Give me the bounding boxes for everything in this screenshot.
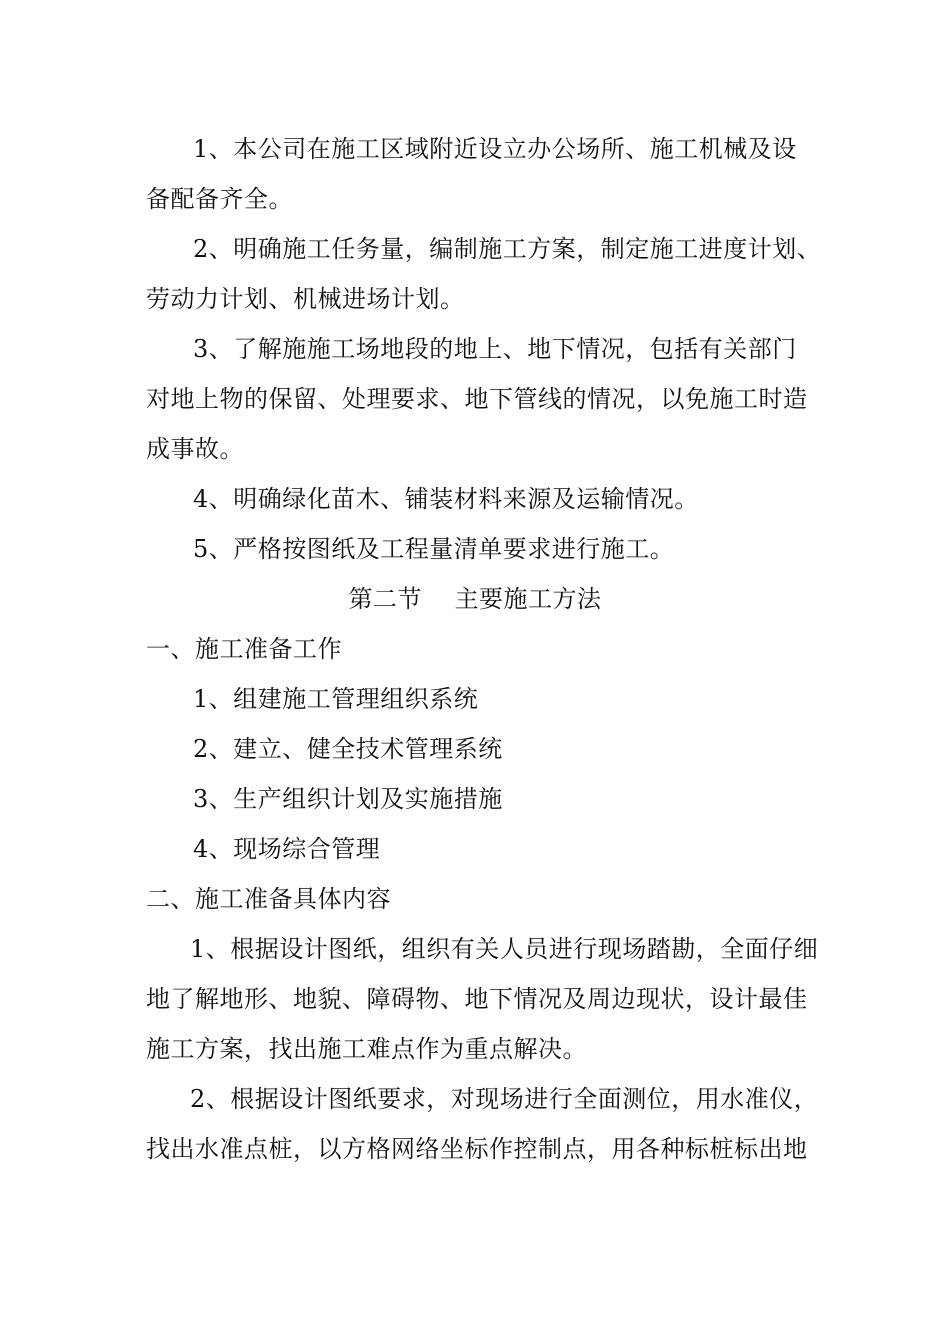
paragraph-6-line-1: 1、根据设计图纸，组织有关人员进行现场踏勘，全面仔细 bbox=[190, 935, 819, 963]
list-item: 2、建立、健全技术管理系统 bbox=[193, 735, 503, 763]
paragraph-1-line-2: 备配备齐全。 bbox=[146, 185, 293, 213]
list-item: 3、生产组织计划及实施措施 bbox=[193, 785, 503, 813]
paragraph-7-line-1: 2、根据设计图纸要求，对现场进行全面测位，用水准仪， bbox=[190, 1085, 819, 1113]
list-item: 4、现场综合管理 bbox=[193, 835, 381, 863]
paragraph-7-line-2: 找出水准点桩，以方格网络坐标作控制点，用各种标桩标出地 bbox=[146, 1135, 808, 1163]
paragraph-2-line-1: 2、明确施工任务量，编制施工方案，制定施工进度计划、 bbox=[193, 235, 822, 263]
paragraph-6-line-2: 地了解地形、地貌、障碍物、地下情况及周边现状，设计最佳 bbox=[146, 985, 808, 1013]
list-item: 1、组建施工管理组织系统 bbox=[193, 685, 479, 713]
section-title: 第二节 主要施工方法 bbox=[348, 585, 602, 613]
heading-2: 二、施工准备具体内容 bbox=[146, 885, 391, 913]
paragraph-5: 5、严格按图纸及工程量清单要求进行施工。 bbox=[193, 535, 675, 563]
paragraph-1-line-1: 1、本公司在施工区域附近设立办公场所、施工机械及设 bbox=[193, 135, 797, 163]
paragraph-3-line-1: 3、了解施施工场地段的地上、地下情况，包括有关部门 bbox=[193, 335, 797, 363]
paragraph-3-line-2: 对地上物的保留、处理要求、地下管线的情况，以免施工时造 bbox=[146, 385, 808, 413]
paragraph-4: 4、明确绿化苗木、铺装材料来源及运输情况。 bbox=[193, 485, 699, 513]
paragraph-6-line-3: 施工方案，找出施工难点作为重点解决。 bbox=[146, 1035, 587, 1063]
paragraph-2-line-2: 劳动力计划、机械进场计划。 bbox=[146, 285, 465, 313]
heading-1: 一、施工准备工作 bbox=[146, 635, 342, 663]
paragraph-3-line-3: 成事故。 bbox=[146, 435, 244, 463]
